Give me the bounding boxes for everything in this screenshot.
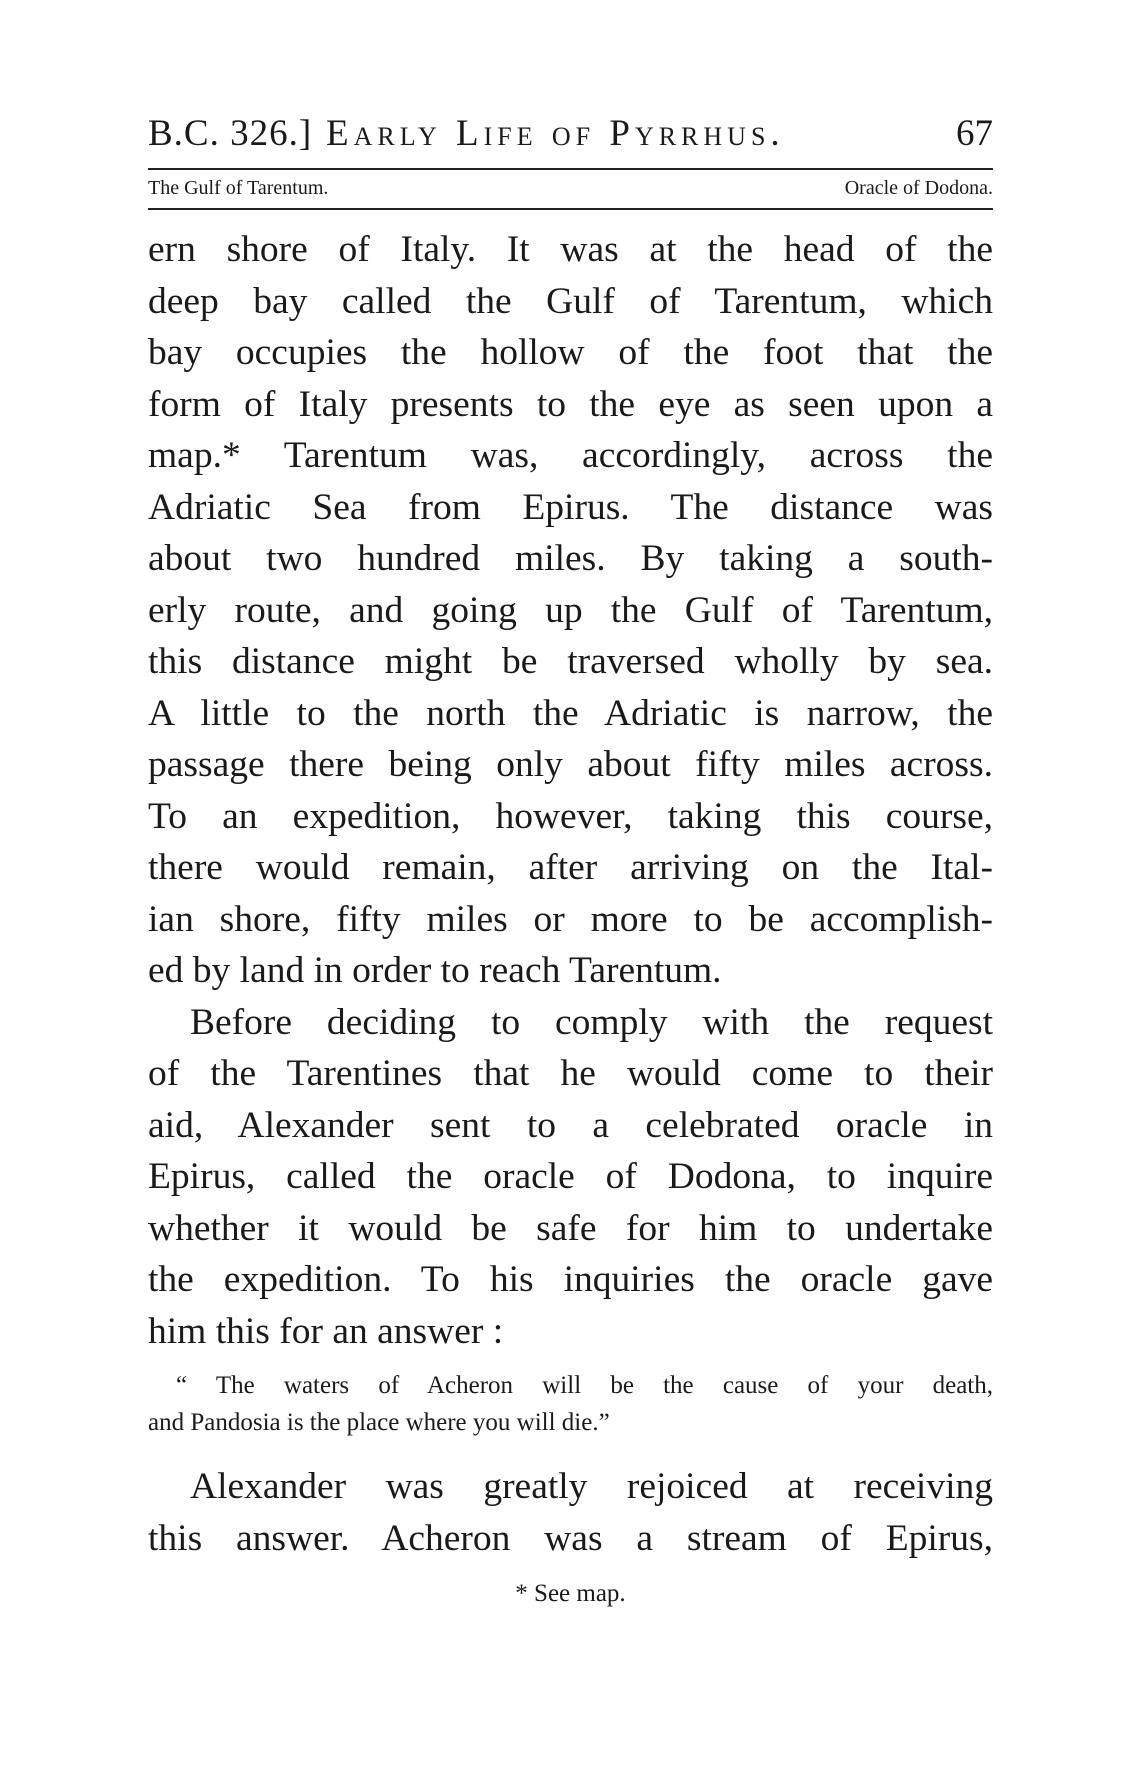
- text-line: ed by land in order to reach Tarentum.: [148, 950, 722, 991]
- text-line: ian shore, fifty miles or more to be accomplish-: [148, 898, 993, 940]
- quote-line: “ The waters of Acheron will be the cause of your death,: [176, 1372, 993, 1399]
- paragraph-3: [148, 1461, 993, 1564]
- paragraph-1: [148, 224, 993, 997]
- text-line: Alexander was greatly rejoiced at receiving: [190, 1466, 993, 1507]
- text-line: about two hundred miles. By taking a south-: [148, 538, 993, 579]
- header-date: B.C. 326.]: [148, 113, 313, 154]
- text-line: him this for an answer :: [148, 1310, 504, 1352]
- paragraph-2: [148, 997, 993, 1358]
- text-line: aid, Alexander sent to a celebrated oracle in: [148, 1104, 993, 1146]
- subheader-right: Oracle of Dodona.: [844, 177, 993, 199]
- text-line: passage there being only about fifty miles across.: [148, 744, 993, 785]
- text-line: ern shore of Italy. It was at the head of the: [148, 229, 993, 270]
- header-title: Early Life of Pyrrhus.: [326, 113, 785, 154]
- text-line: this answer. Acheron was a stream of Epirus,: [148, 1517, 993, 1559]
- text-line: whether it would be safe for him to undertake: [148, 1207, 993, 1249]
- text-line: of the Tarentines that he would come to their: [148, 1053, 993, 1094]
- quote-line: and Pandosia is the place where you will die.”: [148, 1409, 610, 1436]
- text-line: erly route, and going up the Gulf of Tarentum,: [148, 589, 993, 631]
- text-line: deep bay called the Gulf of Tarentum, which: [148, 280, 993, 322]
- text-line: map.* Tarentum was, accordingly, across the: [148, 435, 993, 476]
- body-text: [148, 224, 993, 1564]
- book-page: [148, 108, 993, 1612]
- page-number: 67: [956, 113, 993, 154]
- text-line: this distance might be traversed wholly by sea.: [148, 641, 993, 682]
- text-line: To an expedition, however, taking this course,: [148, 795, 993, 837]
- text-line: Adriatic Sea from Epirus. The distance was: [148, 486, 993, 528]
- oracle-quote: [148, 1367, 993, 1441]
- text-line: Before deciding to comply with the request: [190, 1001, 993, 1043]
- text-line: there would remain, after arriving on the Ital-: [148, 847, 993, 888]
- subheader: [148, 170, 993, 206]
- running-head: [148, 108, 993, 160]
- subheader-rule: [148, 208, 993, 210]
- text-line: bay occupies the hollow of the foot that the: [148, 332, 993, 373]
- text-line: form of Italy presents to the eye as seen upon a: [148, 383, 993, 425]
- text-line: Epirus, called the oracle of Dodona, to inquire: [148, 1156, 993, 1197]
- text-line: the expedition. To his inquiries the oracle gave: [148, 1259, 993, 1300]
- text-line: A little to the north the Adriatic is narrow, the: [148, 692, 993, 734]
- footnote: * See map.: [515, 1580, 626, 1607]
- subheader-left: The Gulf of Tarentum.: [148, 177, 329, 199]
